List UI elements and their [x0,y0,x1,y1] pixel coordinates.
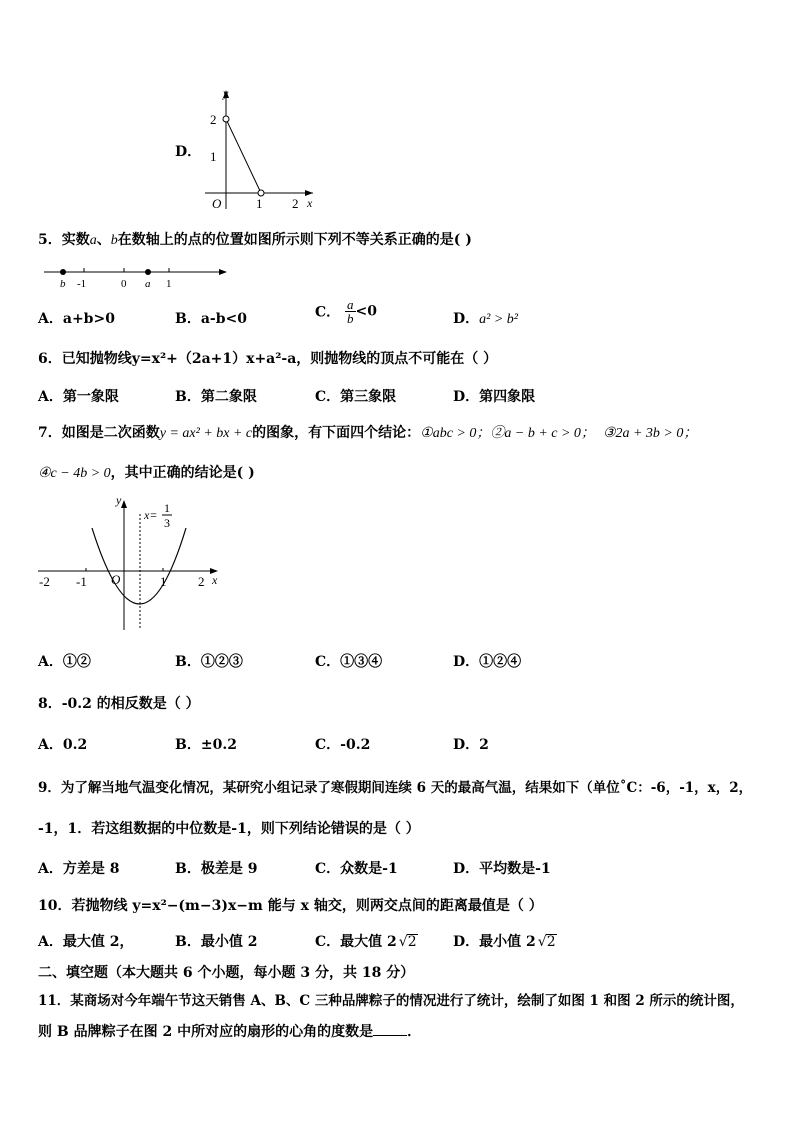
q7-option-c: C．①③④ [315,654,383,670]
q5-numberline-minus1: -1 [77,278,87,290]
q5-text-b: 在数轴上的点的位置如图所示则下列不等关系正确的是( ) [117,232,472,248]
q4-graph-tick-y2: 2 [210,112,217,127]
q9-option-b: B．极差是 9 [175,861,258,877]
q4-graph-y-label: y [223,86,229,100]
q8-option-a: A．0.2 [38,737,88,753]
q7-graph-tick-2: 2 [198,574,205,589]
q5-sep: 、 [96,232,111,248]
q7-graph-tick-m2: -2 [39,574,50,589]
q4-option-d-graph [195,84,325,214]
q7-option-d: D．①②④ [453,654,522,670]
q10-option-d-root: 2 [546,934,556,950]
q7-graph-origin: O [111,572,121,587]
q7-graph-y-label: y [116,493,122,507]
q10-option-c: C．最大值 2 √2 [315,934,417,950]
q7-option-b: B．①②③ [175,654,243,670]
q7-parabola-graph [34,490,234,640]
q4-graph-x-label: x [307,196,313,210]
q10-option-d: D．最小值 2 √2 [453,934,556,950]
q7-graph-tick-m1: -1 [76,574,87,589]
section2-title: 二、填空题（本大题共 6 个小题，每小题 3 分，共 18 分） [38,965,415,981]
q7-graph-x-label: x [212,573,218,587]
q5-number: 5． [38,232,62,248]
q11-answer-blank[interactable] [373,1023,407,1036]
q6-option-c: C．第三象限 [315,389,397,405]
q10-stem: 10．若抛物线 y=x²−(m−3)x−m 能与 x 轴交，则两交点间的距离最值是（ ） [38,898,543,914]
q5-option-d: D．a² > b² [453,311,518,327]
q7-option-a: A．①② [38,654,91,670]
q8-option-b: B．±0.2 [175,737,237,753]
q7-graph-axis-eq: x= [144,508,158,522]
q4-graph-origin: O [212,196,222,211]
q5-numberline-one: 1 [166,278,172,290]
q9-option-d: D．平均数是-1 [453,861,551,877]
q5-option-c: C． $\frac{a}{b}$ <0 [315,297,378,326]
q11-stem-line1: 11．某商场对今年端午节这天销售 A、B、C 三种品牌粽子的情况进行了统计，绘制了如图 1 和图 2 所示的统计图， [38,993,744,1009]
q5-text-a: 实数 [61,232,90,248]
q5-stem [38,229,472,249]
q7-graph-frac-num: 1 [164,501,170,515]
q6-option-d: D．第四象限 [453,389,536,405]
q8-stem: 8．-0.2 的相反数是（ ） [38,696,200,712]
q5-number-line [40,262,240,292]
q11-stem-line2: 则 B 品牌粽子在图 2 中所对应的扇形的心角的度数是 ． [38,1024,422,1040]
q6-option-b: B．第二象限 [175,389,257,405]
q9-stem-line1: 9．为了解当地气温变化情况，某研究小组记录了寒假期间连续 6 天的最高气温，结果如下（单位˚C：-6，-1，x，2， [38,780,753,796]
q8-option-d: D．2 [453,737,489,753]
q7-stem-line2: ④c − 4b > 0，其中正确的结论是( ) [38,465,255,481]
q5-option-b: B．a-b<0 [175,311,247,327]
q5-option-c-fraction: $\frac{a}{b}$ [347,297,354,326]
q5-numberline-a: a [145,278,151,290]
q9-option-a: A．方差是 8 [38,861,120,877]
q9-stem-line2: -1，1．若这组数据的中位数是-1，则下列结论错误的是（ ） [38,821,420,837]
q4-graph-tick-x2: 2 [292,196,299,211]
q4-option-d-label: D． [175,144,202,160]
q5-var-a: a [89,233,97,248]
q10-option-a: A．最大值 2， [38,934,134,950]
q10-option-b: B．最小值 2 [175,934,258,950]
q9-option-c: C．众数是-1 [315,861,398,877]
q5-numberline-zero: 0 [121,278,127,290]
q5-numberline-b: b [60,278,66,290]
q4-graph-tick-y1: 1 [210,149,217,164]
q7-graph-frac-den: 3 [164,516,170,530]
q5-option-a: A．a+b>0 [38,311,115,327]
q10-option-c-root: 2 [407,934,417,950]
q7-stem-line1: 7．如图是二次函数y = ax² + bx + c的图象，有下面四个结论：①abc > 0；②a − b + c > 0； ③2a + 3b > 0； [38,425,698,441]
q8-option-c: C．-0.2 [315,737,371,753]
q6-option-a: A．第一象限 [38,389,119,405]
q4-graph-tick-x1: 1 [256,196,263,211]
q5-var-b: b [110,233,118,248]
q6-stem: 6．已知抛物线y=x²+（2a+1）x+a²-a，则抛物线的顶点不可能在（ ） [38,351,498,367]
q7-graph-tick-1: 1 [160,574,167,589]
